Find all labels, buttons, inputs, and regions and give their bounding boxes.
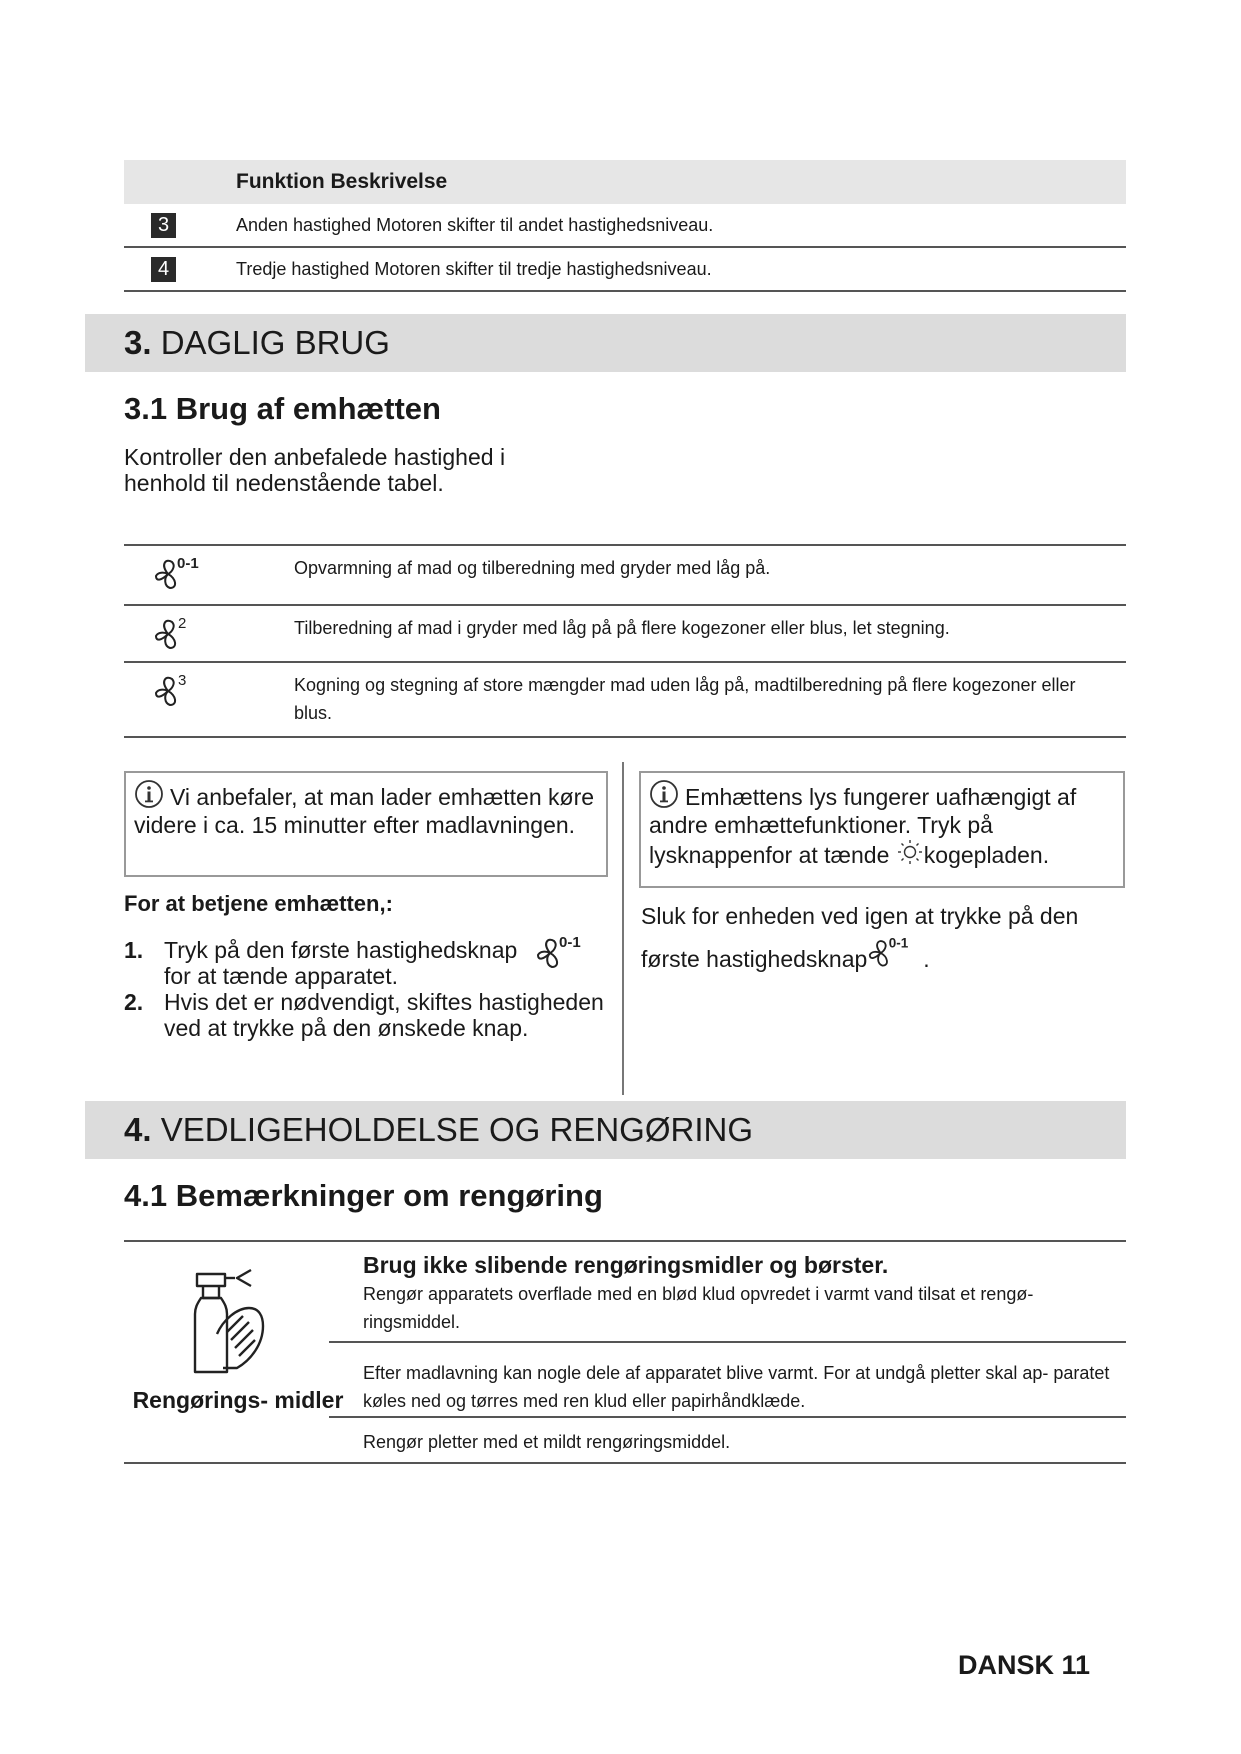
- table-cell: Tilberedning af mad i gryder med låg på på flere kogezoner eller blus, let stegning.: [294, 618, 950, 638]
- fan-speed-0-1-icon: [867, 935, 923, 971]
- step-number: 2.: [124, 989, 144, 1015]
- cleaning-agents-label: Rengørings- midler: [132, 1387, 344, 1413]
- speed-label: 2: [178, 615, 187, 632]
- table-row: [329, 1343, 1126, 1418]
- info-note-text: Emhættens lys fungerer uafhængigt af andre emhættefunktioner. Tryk på lysknappenfor at tænde: [649, 784, 1077, 868]
- section-number: 3.: [124, 324, 152, 361]
- info-note-text: Vi anbefaler, at man lader emhætten køre videre i ca. 15 minutter efter madlavningen.: [134, 784, 595, 838]
- switch-off-text: Sluk for enheden ved igen at trykke på den første hastighedsknap: [641, 903, 1079, 972]
- section-number: 4.: [124, 1111, 152, 1148]
- speed-table: [124, 544, 1126, 738]
- column-divider: [622, 762, 624, 1095]
- table-cell: Anden hastighed Motoren skifter til andet hastighedsniveau.: [236, 214, 714, 235]
- table-cell: Kogning og stegning af store mængder mad uden låg på, madtilberedning på flere kogezoner eller blus.: [294, 675, 1076, 723]
- table-cell: Tredje hastighed Motoren skifter til tredje hastighedsniveau.: [236, 258, 712, 279]
- section-title: DAGLIG BRUG: [160, 324, 390, 361]
- intro-paragraph: Kontroller den anbefalede hastighed i henhold til nedenstående tabel.: [124, 444, 506, 496]
- table-cell: Efter madlavning kan nogle dele af apparatet blive varmt. For at undgå pletter skal ap- paratet køles ned og tørres med ren klud eller papirhåndklæde.: [363, 1363, 1110, 1411]
- speed-label: 3: [178, 672, 187, 689]
- info-icon: [134, 779, 164, 809]
- section-3-header: [85, 314, 1126, 372]
- table-cell: Rengør pletter med et mildt rengøringsmiddel.: [363, 1432, 731, 1452]
- list-item: [124, 989, 604, 1041]
- list-item: [124, 934, 604, 989]
- speed-label: 0-1: [559, 934, 581, 951]
- info-icon: [649, 779, 679, 809]
- info-note-right: [639, 771, 1125, 888]
- table-cell: Opvarmning af mad og tilberedning med gryder med låg på.: [294, 558, 771, 578]
- spray-bottle-icon: [187, 1264, 287, 1379]
- fan-speed-0-1-icon: [124, 546, 294, 604]
- table-row: [124, 248, 1126, 292]
- table-row: [124, 546, 1126, 606]
- cleaning-agents-cell: [124, 1242, 352, 1462]
- table-row: [124, 204, 1126, 248]
- section-4-header: [85, 1101, 1126, 1159]
- subsection-3-1-title: 3.1 Brug af emhætten: [124, 391, 441, 426]
- fan-speed-0-1-icon: [536, 933, 596, 973]
- table-row: [124, 606, 1126, 663]
- switch-off-paragraph: [641, 898, 1121, 978]
- number-badge: 4: [151, 257, 176, 282]
- function-table-header: Funktion Beskrivelse: [124, 160, 1126, 204]
- step-number: 1.: [124, 937, 144, 963]
- step-text: Hvis det er nødvendigt, skiftes hastigheden ved at trykke på den ønskede knap.: [164, 989, 604, 1041]
- number-badge: 3: [151, 213, 176, 238]
- table-row: [124, 663, 1126, 738]
- function-table: [124, 160, 1126, 292]
- light-icon: [896, 839, 924, 865]
- speed-label: 0-1: [888, 935, 909, 951]
- section-title: VEDLIGEHOLDELSE OG RENGØRING: [160, 1111, 754, 1148]
- step-text: Tryk på den første hastighedsknap for at tænde apparatet.: [164, 937, 518, 989]
- info-note-text-end: kogepladen.: [923, 842, 1050, 868]
- operate-heading: For at betjene emhætten,:: [124, 891, 393, 916]
- page-number: DANSK 11: [958, 1650, 1091, 1680]
- table-row: [329, 1242, 1126, 1343]
- speed-label: 0-1: [177, 555, 199, 572]
- subsection-4-1-title: 4.1 Bemærkninger om rengøring: [124, 1178, 603, 1213]
- fan-speed-2-icon: [124, 606, 294, 661]
- switch-off-end: .: [923, 946, 930, 972]
- cleaning-table: [124, 1240, 1126, 1464]
- cleaning-warning-heading: Brug ikke slibende rengøringsmidler og børster.: [363, 1252, 889, 1278]
- info-note-left: [124, 771, 608, 877]
- operate-steps: [124, 934, 604, 1041]
- table-row: [329, 1418, 1126, 1462]
- table-cell: Rengør apparatets overflade med en blød klud opvredet i varmt vand tilsat et rengø- ringsmiddel.: [363, 1284, 1034, 1332]
- fan-speed-3-icon: [124, 663, 294, 736]
- cleaning-notes: [329, 1242, 1126, 1462]
